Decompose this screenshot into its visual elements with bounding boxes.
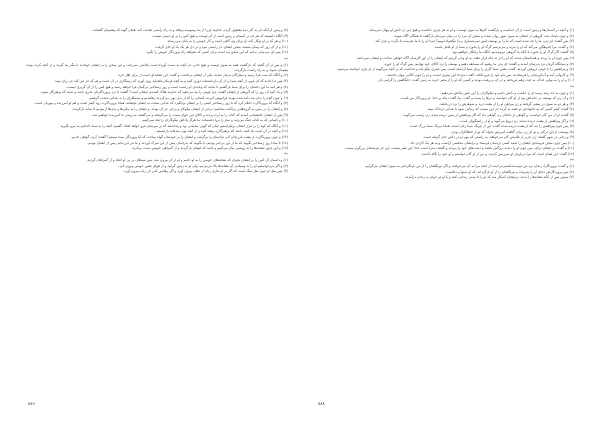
paragraph: (١٢) پس ای مردمان، بدانید که این سخن پند است برای کسی که بخواهد راه پروردگار خویش را بگیرد.	[145, 50, 288, 55]
paragraph: (٣) و هر دو به سوی در پیشی گرفتند و زن پیراهن او را از پشت درید و شوهرش را نزد در یافتند.	[439, 101, 574, 106]
paragraph: (١) و چون به حد رشد رسید او را حکمت و دانش دادیم و نیکوکاران را این چنین پاداش می‌دهیم.	[440, 90, 574, 95]
paragraph: (١) و گفت: پروردگارا، زندان نزد من دوست‌داشتنی‌تر است از آنچه مرا به آن می‌خوانند، و اگر نیرنگشان را از من بازنگردانی به سوی ایشان می‌گرایم.	[364, 164, 574, 169]
paragraph: (٥) گفت: او از من کام خواست، و گواهی از خاندان زن گواهی داد که اگر پیراهنش از پیش دریده شده، زن راست می‌گوید.	[402, 112, 574, 117]
paragraph: (٢) و آن زن که یوسف در خانه‌اش بود از او کام خواست و درها را بست و گفت: بیا، گفت: پناه بر خدا، او پروردگار من است.	[400, 96, 574, 101]
paragraph: (٢) و آنگاه که شب فرا رسید و ستارگان پدیدار شدند، یکی از ایشان برخاست و گفت: این نشانه‌ای است از برای اهل خرد.	[117, 73, 288, 78]
paragraph: (١٠) و او را به بهایی اندک، به چند درهم فروختند و در آن بی‌رغبت بودند و کسی که او را از مصر خرید به زنش گفت: جایگاهش را گرامی دار.	[377, 78, 574, 83]
paragraph: (٢) و اگر می‌خواستیم او را به وسیله‌ی آن نشانه‌ها بالا می‌بردیم، ولی او به زمین گرایید و از هوای نفس خویش پیروی کرد.	[118, 163, 288, 168]
paragraph: (٧) پس چون پیراهنش را دید که از پشت دریده شده گفت: این از نیرنگ شما زنان است، همانا نیرنگ شما بزرگ است.	[409, 124, 574, 129]
paragraph: (٢) پس پروردگارش دعای او را پذیرفت و نیرنگشان را از او بازگرداند، که او شنوا و داناست.	[445, 169, 574, 174]
paragraph: (١١) و آنگاه که کوه را بر فراز ایشان برافراشتیم چنان که گویی سایبانی بود و پنداشتند که بر سرشان فرو خواهد افتاد، گفتیم: آنچه را به شما داده‌ایم به نیرو بگیرید.	[59, 123, 288, 128]
paragraph: (٩) و کاروانی آمد و آب‌آورشان را فرستادند، پس دلو خود را فرو افکند، گفت: مژده! این پسری است، و او را چون کالایی پنهان داشتند.	[386, 72, 574, 77]
paragraph: (١١) و از آن روز که پیمان بستند، سخن ایشان جز راستی نبود و در دل هر یک یاد او جای گرفت.	[154, 44, 288, 49]
paragraph: (٨) و ایشان را در زمین به گروه‌هایی پراکنده ساختیم؛ برخی از ایشان نیکوکار و برخی جز آن بودند، و ایشان را به نیکی‌ها و بدی‌ها آزمودیم تا شاید بازگردند.	[71, 106, 288, 111]
paragraph: (٩) آنگاه دانستند که هر چه در آسمان و زمین است از آن اوست و هیچ کس را بر او دستی نیست.	[151, 33, 288, 38]
left-page-number: ٥٨٩	[28, 401, 35, 406]
paragraph: (٦) و اگر پیراهنش از پشت دریده شده، زن دروغ می‌گوید و او از راستگویان است.	[459, 118, 574, 123]
section-separator: **	[284, 56, 288, 62]
paragraph: (١٠) و هر که بر او توکل کند، او برای وی کافی است و کار خویش را به پایان می‌رساند.	[166, 39, 288, 44]
paragraph: (١٤) تا مبادا روز رستاخیز بگویید که ما از این بی‌خبر بودیم، یا بگویید که پدرانمان پیش از این شرک آوردند و ما نیز فرزندانی پس از ایشان بودیم.	[87, 140, 288, 145]
section-separator: **	[570, 158, 574, 164]
paragraph: (١٠) و کسانی که به کتاب چنگ می‌زنند و نماز را برپا داشته‌اند، ما هرگز پاداش نیکوکاران را تباه نمی‌کنیم.	[141, 118, 288, 123]
section-separator: **	[570, 84, 574, 90]
right-page	[312, 28, 574, 394]
paragraph: (٣) سپس پس از آنکه نشانه‌ها را دیدند، برایشان آشکار شد که او را تا مدتی زندانی کنند و با او دو جوان به زندان درآمدند.	[404, 175, 574, 180]
paragraph: (١٠) پس چون سخن فریبنده‌ی ایشان را شنید کسی نزدشان فرستاد و برایشان مجلسی آراست و به هر یک کاردی داد.	[409, 140, 574, 145]
paragraph: (٩) پس از ایشان جانشینانی آمدند که کتاب را به ارث بردند و کالای این جهان پست را می‌گرفتند و می‌گفتند: به زودی ما آمرزیده خواهیم شد.	[91, 112, 288, 117]
left-page	[26, 28, 288, 394]
section-separator: **	[284, 152, 288, 158]
paragraph: (١٥) و این چنین نشانه‌ها را به روشنی بیان می‌کنیم و باشد که ایشان بازگردند و از گمراهی خویش دست بردارند.	[131, 146, 288, 151]
paragraph: (٤) و گفت: مرا اندوهگین می‌کند که او را ببرید و می‌ترسم گرگ او را بخورد و شما از او غافل باشید.	[433, 44, 574, 49]
paragraph: (٣) پس ندا دادند که ای قوم، از آنچه شما را از آن بازداشته‌اند دوری کنید و به آنچه فرمان یافته‌اید روی آورید که رستگاری در آن است و هر که جز این کند جز زیان نبیند.	[53, 78, 288, 83]
paragraph: (٤) و هر آینه ما این داستان را برای شما بازگفتیم تا بدانید که وعده‌ی او راست است و روز رستاخیز بی‌گمان فرا خواهد رسید و هیچ کس را از آن گریزی نیست.	[66, 84, 288, 89]
paragraph: (١٢) گفت: این همان است که مرا درباره‌ی او سرزنش کردید، و من از او کام خواستم و او خود را نگاه داشت.	[420, 152, 574, 157]
paragraph: (١) و پس از آن گفتند که بازگشت همه به سوی اوست و هیچ جانی جز آنچه به دست آورده است پاداشی نمی‌یابد، و این سخن را بر ایشان خواندند تا مگر پند گیرند و از آنچه کرده بودند پشیمان شوند و به راه راست بازگردند.	[26, 62, 288, 72]
paragraph: (٤) گفت: کیفر کسی که به خانواده‌ی تو قصد بد کرده جز این نیست که زندانی شود یا عذابی دردناک ببیند.	[426, 107, 574, 112]
paragraph: (٥) گفتند: اگر گرگ او را بخورد با آنکه ما گروهی نیرومندیم، آنگاه ما زیانکار خواهیم بود.	[451, 50, 574, 55]
paragraph: (٢) و چون بامداد شد، گروهی از ایشان به سوی شهر روان شدند و سخن آن مرد را در میان مردمان بازگفتند تا همگان آگاه شوند.	[393, 33, 574, 38]
right-page-number: ٥٨٨	[318, 401, 325, 406]
paragraph: (٨) و پیراهنش را با خونی دروغین آوردند، گفت: نفس شما کاری را برای شما آراسته است، پس صبری نیکو باید و خداست که بر آنچه می‌گویید از او یاری خواسته می‌شود.	[336, 67, 574, 72]
paragraph: (٦) و چون آنچه را بدان پند داده شده بودند فراموش کردند، کسانی را که از بدی نهی می‌کردند رهانیدیم و ستمکاران را به عذابی سخت گرفتیم.	[88, 95, 288, 100]
paragraph: (٣) پس گفتند: ای پدر، ما را چه شده است که ما را بر یوسف امین نمی‌شماری و ما نیکخواه اوییم؟ فردا او را با ما بفرست تا بگردد و بازی کند.	[374, 39, 574, 44]
paragraph: (٨) و پیش از آنکه دل به کار دنیا مشغول گردد، خداوند او را از بند وسوسه برهاند و به راه راستی هدایت کند، همان گونه که پیشینیان گفته‌اند.	[91, 28, 288, 32]
paragraph: (٨) یوسف، از این درگذر و تو ای زن برای گناهت آمرزش بخواه که تو از خطاکاران بودی.	[450, 129, 574, 134]
paragraph: (٥) و یاد کنید آن روز را که گروهی از ایشان گفتند: چرا قومی را پند می‌دهید که خداوند هلاک کننده‌ی ایشان است؟ گفتند: تا نزد پروردگارتان عذری باشد و شاید که پرهیزگار شوند.	[39, 90, 288, 95]
paragraph: (١) و آنچه در آسمان‌ها و زمین است از آن خداست و بازگشت کارها به سوی اوست، و او به هر چیزی داناست و هیچ چیز از دانش او پنهان نمی‌ماند.	[368, 28, 574, 32]
paragraph: (٧) و آنگاه که پروردگارت اعلام کرد که تا روز رستاخیز کسی را بر ایشان برانگیزد که عذابی سخت به ایشان بچشاند، همانا پروردگارت زود کیفر است و هم او آمرزنده و مهربان است.	[34, 101, 288, 106]
paragraph: (١٣) و چون پروردگارت از پشت فرزندان آدم نژادشان را برگرفت و ایشان را بر خودشان گواه ساخت که آیا پروردگار شما نیستم؟ گفتند: آری، گواهی دادیم.	[70, 134, 288, 139]
paragraph: (١٢) و آنچه در آن است یاد کنید، باشد که پرهیزگاری پیشه کنید و از آنچه نهی شده‌اید بازایستید.	[155, 129, 288, 134]
paragraph: (٣) پس مثل او چون مثل سگ است که اگر بر او بتازی زبان از دهان بیرون آورد و اگر رهایش کنی باز زبان بیرون آورد.	[123, 169, 288, 174]
paragraph: (١١) و گفت: بر ایشان درآی، پس چون او را دیدند بزرگش یافتند و دست‌های خود را بریدند و گفتند: منزه است خدا، این بشر نیست، این جز فرشته‌ای بزرگوار نیست.	[344, 146, 574, 151]
paragraph: (٧) و شبانگاه گریان نزد پدرشان آمدند و گفتند: ای پدر، ما رفتیم که مسابقه دهیم و یوسف را نزد کالای خود نهادیم، پس گرگ او را خورد.	[383, 61, 574, 66]
paragraph: (٦) پس چون او را بردند و همداستان شدند که او را در ته چاه قرار دهند، به او وحی کردیم که ایشان را از این کارشان آگاه خواهی ساخت و ایشان نمی‌دانند.	[356, 55, 574, 60]
paragraph: (٩) و زنانی در شهر گفتند: زن عزیز از غلامش کام می‌خواهد، به راستی که مهر او در دلش جای گرفته است.	[422, 135, 574, 140]
paragraph: (١) و داستان آن کس را بر ایشان بخوان که نشانه‌های خویش را به او دادیم و او از آن بیرون شد، پس شیطان در پی او افتاد و از گمراهان گردید.	[86, 158, 288, 163]
